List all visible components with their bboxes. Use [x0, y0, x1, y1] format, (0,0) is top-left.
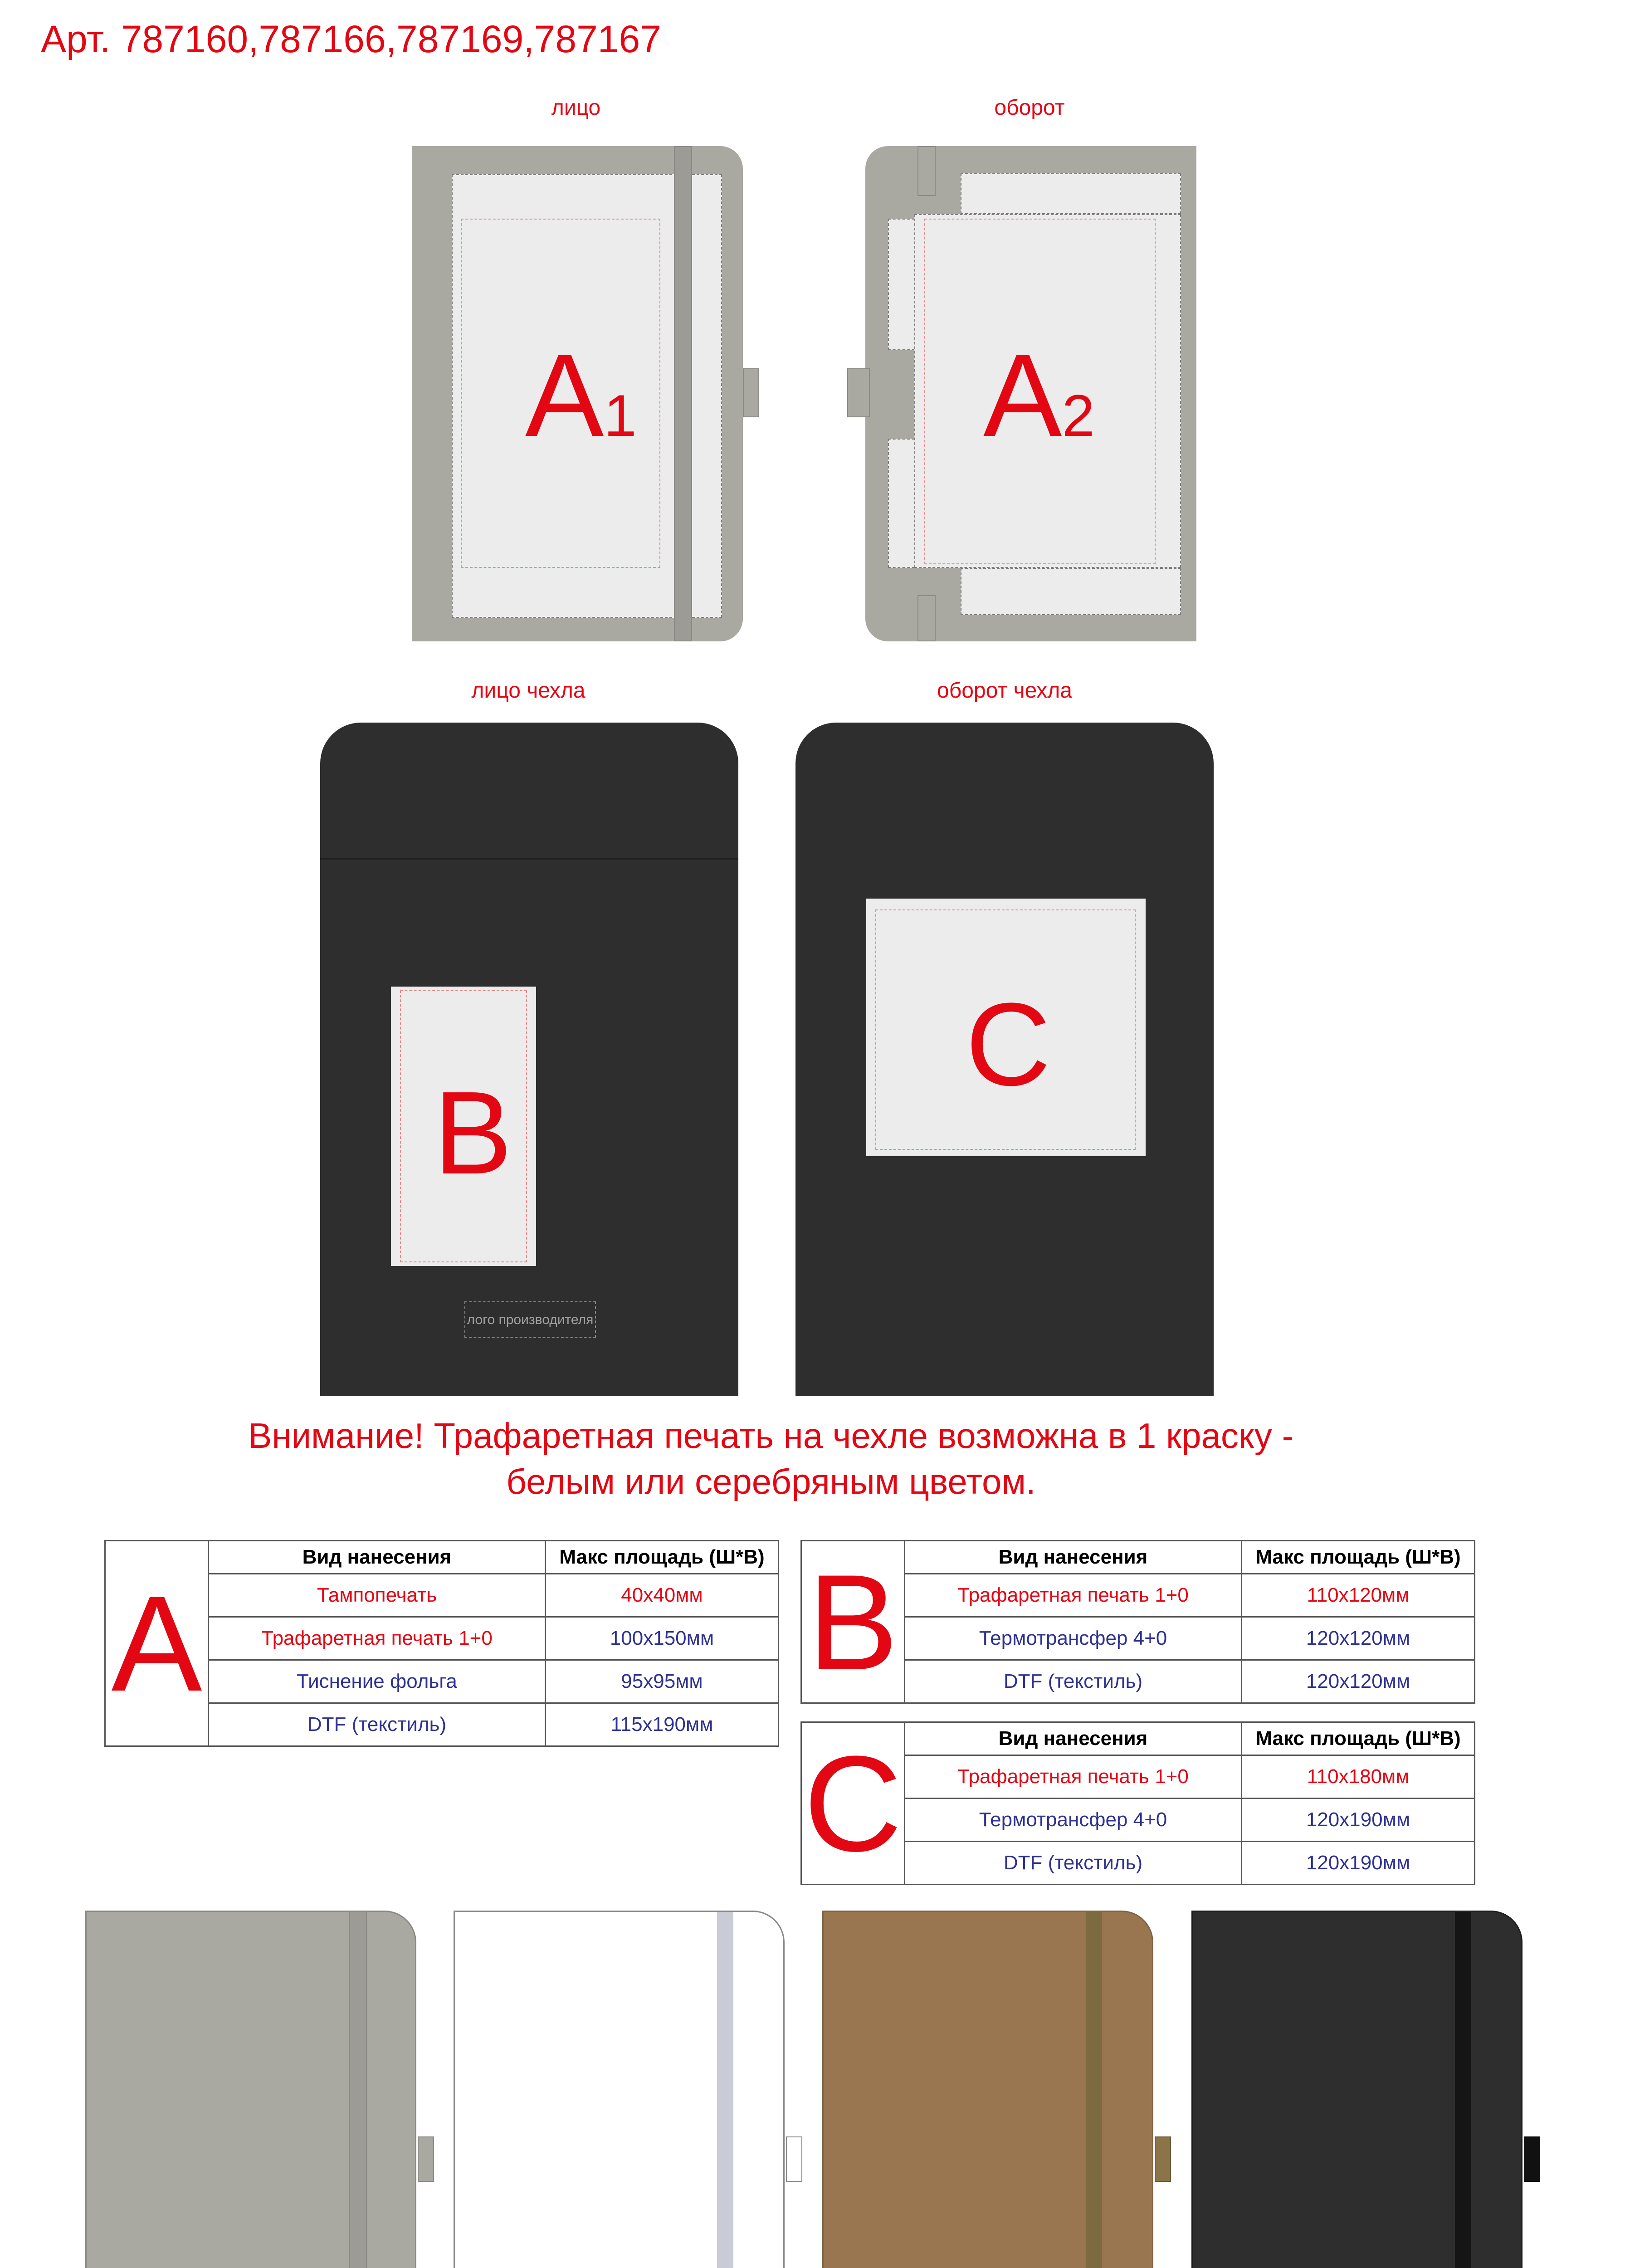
print-area-bottom — [961, 568, 1181, 615]
pen-loop — [743, 368, 759, 417]
band-stub-bottom — [917, 595, 936, 641]
notebook-brown — [822, 1911, 1153, 2268]
pen-loop — [847, 368, 870, 417]
notice-line-2: белым или серебряным цветом. — [506, 1461, 1036, 1502]
size-cell: 100х150мм — [546, 1617, 779, 1660]
print-area-top — [961, 173, 1181, 214]
elastic-band — [674, 146, 692, 641]
table-row — [801, 1541, 1475, 1574]
pen-loop — [786, 2136, 802, 2182]
caption-back: оборот — [994, 96, 1065, 120]
size-cell: 95х95мм — [546, 1660, 779, 1703]
table-letter: B — [801, 1541, 905, 1703]
notice — [0, 1413, 1542, 1505]
flap-line — [320, 858, 738, 860]
column-header: Макс площадь (Ш*В) — [546, 1541, 779, 1574]
table-letter: C — [801, 1722, 905, 1885]
method-cell: DTF (текстиль) — [905, 1660, 1242, 1703]
case-back — [795, 723, 1214, 1396]
method-cell: Термотрансфер 4+0 — [905, 1617, 1242, 1660]
manufacturer-logo: лого производителя — [464, 1301, 596, 1338]
caption-front: лицо — [551, 96, 601, 120]
table-b — [800, 1540, 1475, 1704]
table-row — [801, 1722, 1475, 1755]
zone-label-a1: A1 — [525, 330, 637, 461]
table-c — [800, 1721, 1475, 1885]
size-cell: 120х120мм — [1242, 1660, 1475, 1703]
size-cell: 110х120мм — [1242, 1574, 1475, 1617]
elastic-band — [717, 1912, 733, 2268]
method-cell: Термотрансфер 4+0 — [905, 1799, 1242, 1842]
table-row — [105, 1541, 779, 1574]
table-a — [104, 1540, 779, 1747]
pen-loop — [1524, 2136, 1540, 2182]
column-header: Вид нанесения — [209, 1541, 546, 1574]
front-cover — [412, 146, 743, 641]
notebook-gray — [85, 1911, 416, 2268]
method-cell: Трафаретная печать 1+0 — [905, 1755, 1242, 1799]
page-title: Арт. 787160,787166,787169,787167 — [41, 18, 661, 60]
size-cell: 120х120мм — [1242, 1617, 1475, 1660]
caption-case-front: лицо чехла — [471, 679, 586, 703]
method-cell: DTF (текстиль) — [209, 1703, 546, 1746]
column-header: Вид нанесения — [905, 1722, 1242, 1755]
table-letter: A — [105, 1541, 209, 1746]
elastic-band — [349, 1912, 367, 2268]
method-cell: Трафаретная печать 1+0 — [905, 1574, 1242, 1617]
notebook-black — [1191, 1911, 1523, 2268]
zone-label-c: C — [966, 979, 1051, 1110]
size-cell: 120х190мм — [1242, 1842, 1475, 1885]
pen-loop — [418, 2136, 434, 2182]
notice-line-1: Внимание! Трафаретная печать на чехле возможна в 1 краску - — [248, 1416, 1294, 1456]
method-cell: Тиснение фольга — [209, 1660, 546, 1703]
zone-label-b: B — [434, 1067, 512, 1199]
case-front — [320, 723, 738, 1396]
size-cell: 120х190мм — [1242, 1799, 1475, 1842]
size-cell: 40х40мм — [546, 1574, 779, 1617]
size-cell: 110х180мм — [1242, 1755, 1475, 1799]
method-cell: Тампопечать — [209, 1574, 546, 1617]
notebook-white — [454, 1911, 785, 2268]
elastic-band — [1455, 1912, 1471, 2268]
caption-case-back: оборот чехла — [937, 679, 1072, 703]
column-header: Макс площадь (Ш*В) — [1242, 1541, 1475, 1574]
method-cell: Трафаретная печать 1+0 — [209, 1617, 546, 1660]
pen-loop — [1155, 2136, 1171, 2182]
method-cell: DTF (текстиль) — [905, 1842, 1242, 1885]
size-cell: 115х190мм — [546, 1703, 779, 1746]
column-header: Вид нанесения — [905, 1541, 1242, 1574]
band-stub-top — [917, 146, 936, 196]
zone-label-a2: A2 — [983, 330, 1095, 461]
elastic-band — [1086, 1912, 1102, 2268]
column-header: Макс площадь (Ш*В) — [1242, 1722, 1475, 1755]
back-cover — [847, 146, 1196, 641]
